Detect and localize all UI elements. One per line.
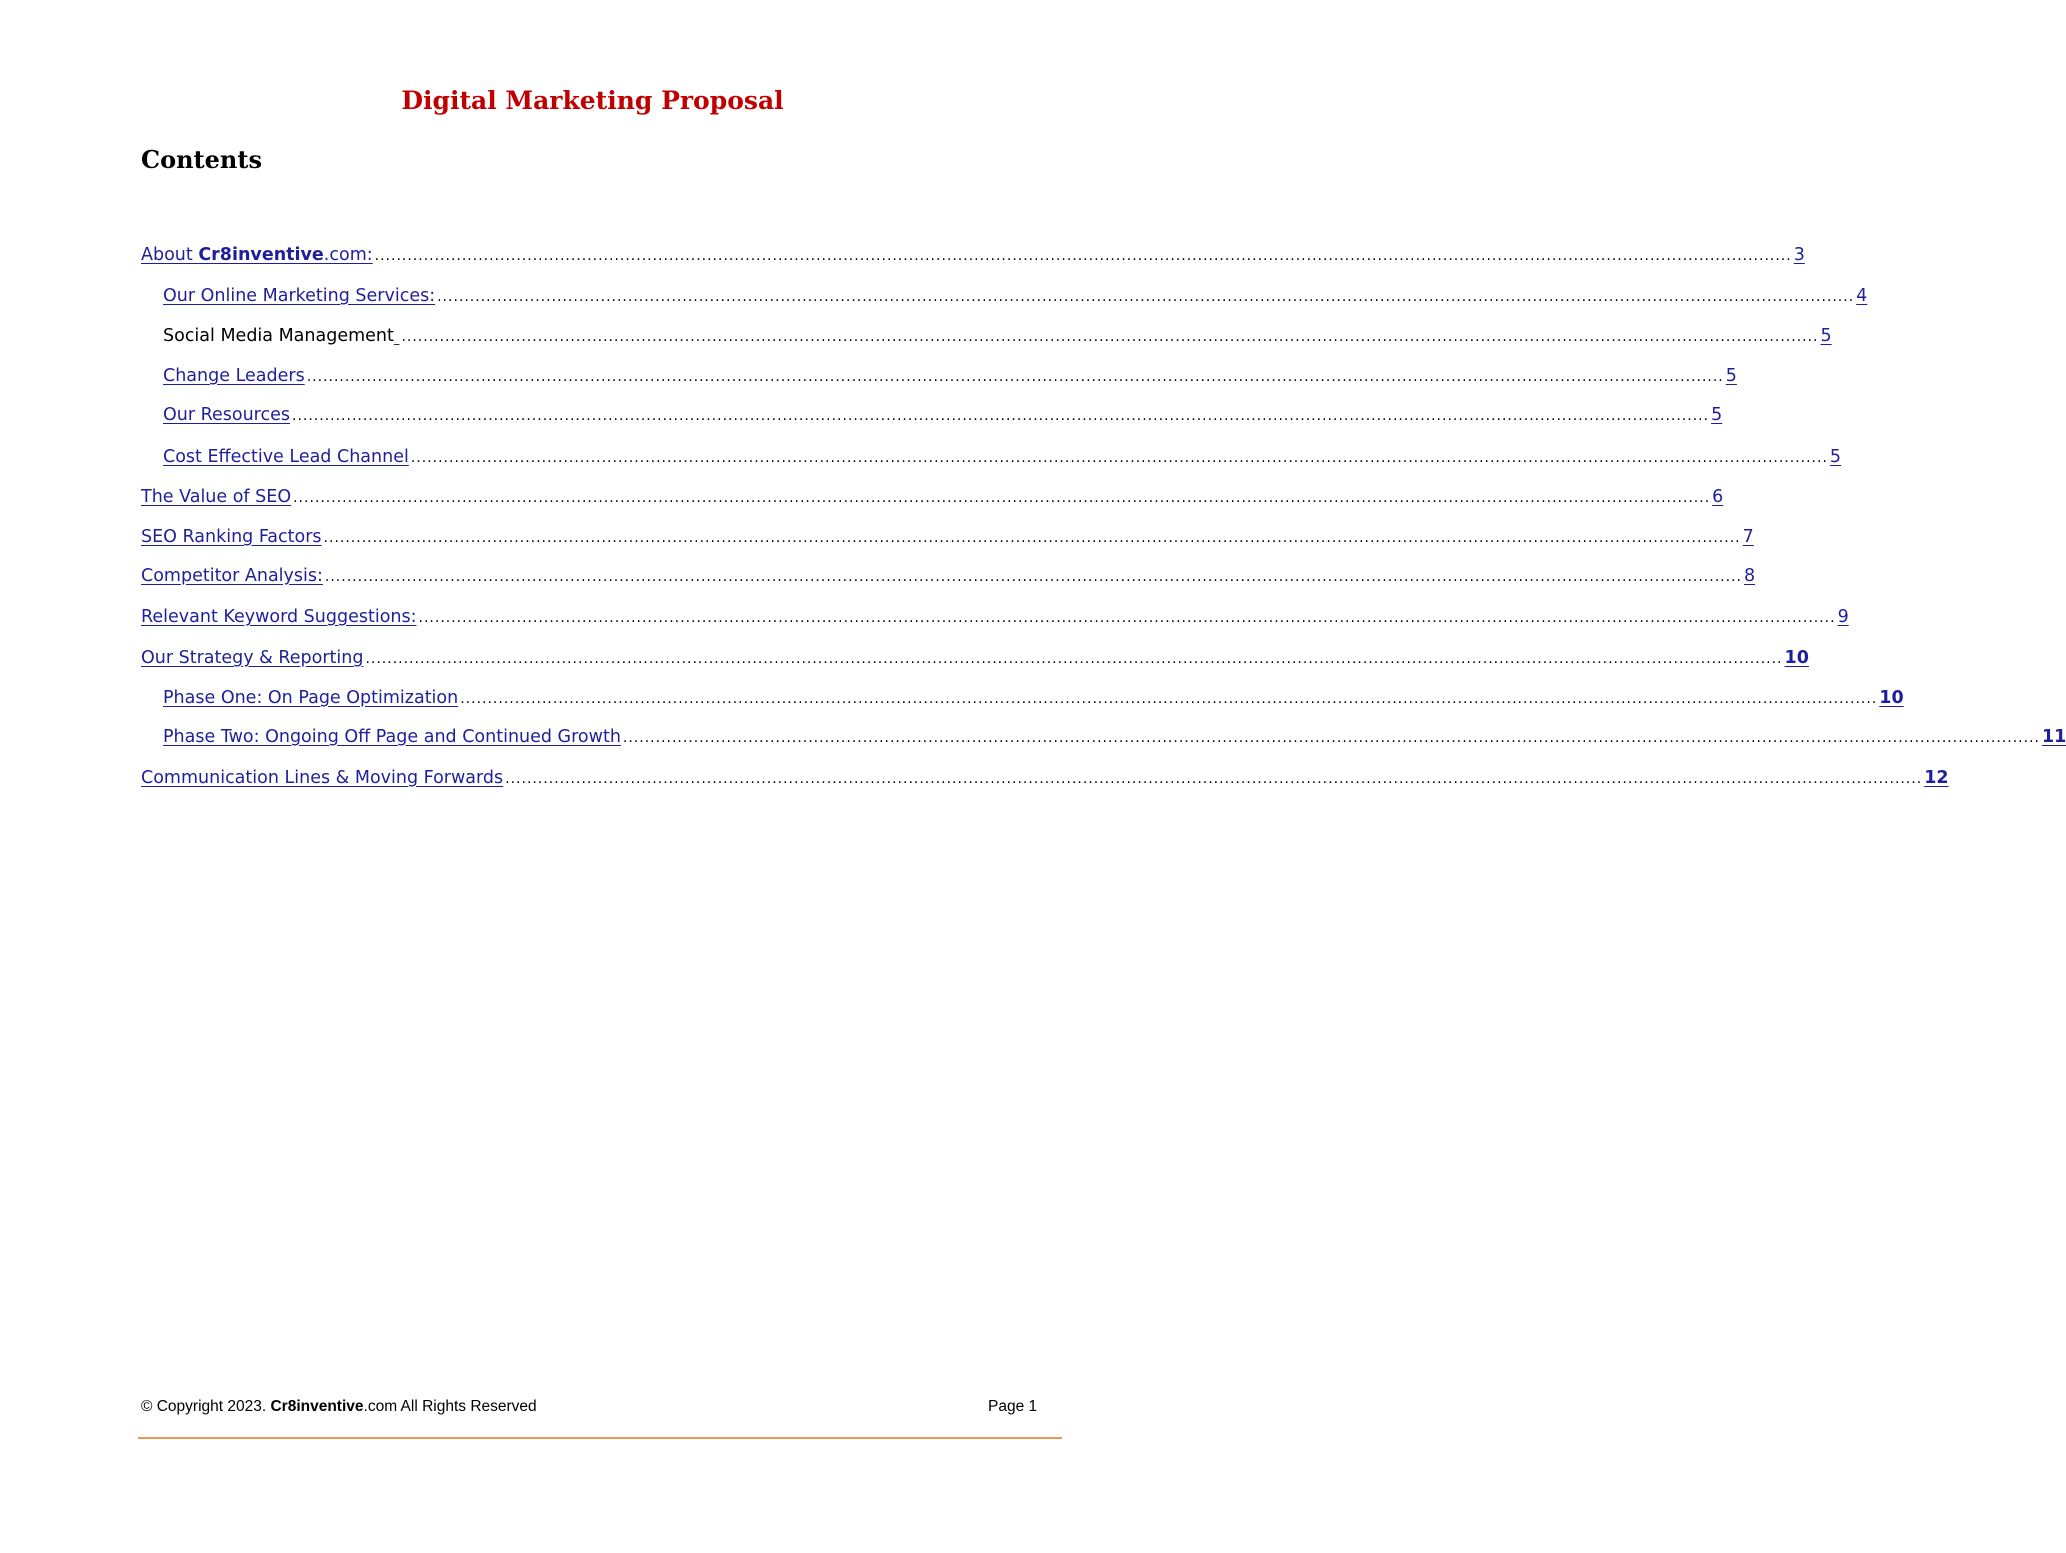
toc-entry-seo-ranking-factors[interactable] [141, 525, 1754, 549]
toc-entry-label[interactable]: Our Resources [163, 405, 290, 425]
toc-label-part: About [141, 245, 199, 265]
toc-entry-label[interactable]: Phase One: On Page Optimization [163, 688, 459, 708]
toc-page-number[interactable]: 11 [2041, 727, 2066, 747]
footer-copyright [141, 1398, 537, 1416]
toc-page-number[interactable]: 5 [1820, 326, 1832, 346]
toc-leader-dots: .................................................................................................................................................................................................................................................................... [306, 369, 1724, 385]
toc-leader-dots: .................................................................................................................................................................................................................................................................... [374, 248, 1792, 264]
footer-copyright-text: .com All Rights Reserved [363, 1398, 537, 1415]
toc-entry-label[interactable]: Our Online Marketing Services: [163, 286, 436, 306]
toc-entry-change-leaders[interactable] [163, 364, 1737, 388]
toc-entry-label[interactable]: Cost Effective Lead Channel [163, 447, 409, 467]
footer-copyright-text: © Copyright 2023. [141, 1398, 271, 1415]
toc-entry-label[interactable]: Our Strategy & Reporting [141, 648, 364, 668]
toc-leader-dots: .................................................................................................................................................................................................................................................................... [410, 450, 1828, 466]
toc-leader-dots: .................................................................................................................................................................................................................................................................... [418, 610, 1836, 626]
document-title: Digital Marketing Proposal [401, 86, 784, 115]
toc-entry-label[interactable]: Change Leaders [163, 366, 305, 386]
toc-entry-competitor-analysis[interactable] [141, 564, 1756, 588]
toc-entry-social-media-management[interactable] [163, 324, 1832, 348]
toc-label-trailing-space [394, 326, 400, 346]
toc-leader-dots: .................................................................................................................................................................................................................................................................... [323, 530, 1741, 546]
toc-leader-dots: .................................................................................................................................................................................................................................................................... [622, 730, 2040, 746]
toc-label-part: Social Media Management [163, 326, 394, 346]
footer-brand: Cr8inventive [270, 1398, 364, 1415]
toc-leader-dots: .................................................................................................................................................................................................................................................................... [401, 329, 1819, 345]
contents-heading: Contents [141, 145, 262, 174]
toc-page-number[interactable]: 3 [1793, 245, 1805, 265]
toc-entry-online-marketing-services[interactable] [163, 284, 1868, 308]
toc-page-number[interactable]: 12 [1924, 768, 1949, 788]
toc-entry-phase-two[interactable] [163, 725, 2066, 749]
toc-page-number[interactable]: 4 [1856, 286, 1868, 306]
toc-entry-communication-lines[interactable] [141, 766, 1949, 790]
toc-entry-label[interactable]: Competitor Analysis: [141, 566, 323, 586]
toc-entry-label[interactable]: Phase Two: Ongoing Off Page and Continued Growth [163, 727, 621, 747]
toc-entry-label[interactable]: Communication Lines & Moving Forwards [141, 768, 504, 788]
toc-entry-label[interactable]: The Value of SEO [141, 487, 292, 507]
toc-label-part: .com: [323, 245, 373, 265]
toc-page-number[interactable]: 5 [1725, 366, 1737, 386]
toc-page-number[interactable]: 8 [1743, 566, 1756, 586]
toc-leader-dots: .................................................................................................................................................................................................................................................................... [293, 490, 1711, 506]
toc-entry-strategy-reporting[interactable] [141, 646, 1809, 670]
toc-entry-label[interactable] [141, 243, 373, 267]
toc-leader-dots: .................................................................................................................................................................................................................................................................... [324, 569, 1742, 585]
toc-page-number[interactable]: 5 [1711, 405, 1723, 425]
toc-leader-dots: .................................................................................................................................................................................................................................................................... [437, 289, 1855, 305]
toc-entry-about[interactable] [141, 243, 1805, 267]
toc-entry-phase-one[interactable] [163, 686, 1904, 710]
toc-entry-label[interactable] [163, 324, 399, 348]
footer-divider [138, 1437, 1062, 1439]
toc-page-number[interactable]: 5 [1829, 447, 1842, 467]
toc-leader-dots: .................................................................................................................................................................................................................................................................... [505, 771, 1923, 787]
toc-entry-label[interactable]: SEO Ranking Factors [141, 527, 322, 547]
toc-entry-cost-effective-lead-channel[interactable] [163, 445, 1842, 469]
footer-page-number: Page 1 [988, 1398, 1038, 1415]
toc-entry-keyword-suggestions[interactable] [141, 605, 1849, 629]
toc-page-number[interactable]: 9 [1837, 607, 1849, 627]
toc-leader-dots: .................................................................................................................................................................................................................................................................... [292, 408, 1710, 424]
toc-leader-dots: .................................................................................................................................................................................................................................................................... [365, 651, 1783, 667]
toc-entry-value-of-seo[interactable] [141, 485, 1724, 509]
toc-page-number[interactable]: 7 [1742, 527, 1754, 547]
toc-entry-label[interactable]: Relevant Keyword Suggestions: [141, 607, 417, 627]
toc-label-brand: Cr8inventive [198, 245, 324, 265]
toc-entry-our-resources[interactable] [163, 403, 1723, 427]
toc-leader-dots: .................................................................................................................................................................................................................................................................... [460, 691, 1878, 707]
toc-page-number[interactable]: 10 [1784, 648, 1809, 668]
toc-page-number[interactable]: 6 [1712, 487, 1724, 507]
toc-page-number[interactable]: 10 [1879, 688, 1904, 708]
